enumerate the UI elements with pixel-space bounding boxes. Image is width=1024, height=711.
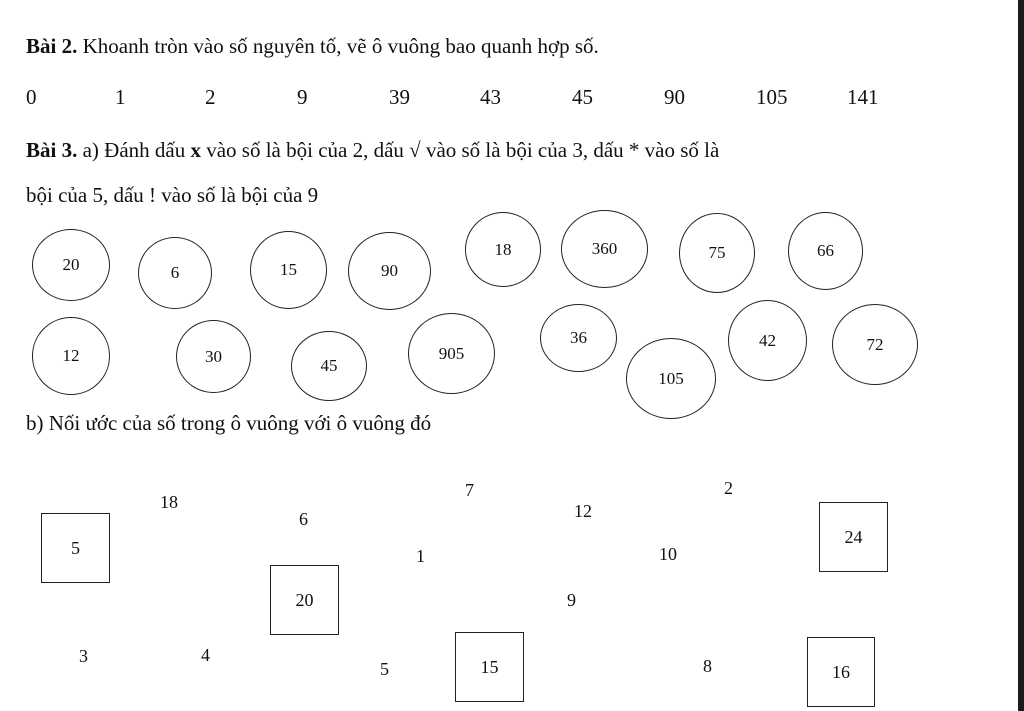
loose-number[interactable]: 4	[201, 645, 210, 665]
bai2-text: Khoanh tròn vào số nguyên tố, vẽ ô vuông bao quanh hợp số.	[77, 34, 599, 58]
loose-number[interactable]: 9	[567, 590, 576, 610]
number-circle[interactable]: 72	[832, 304, 918, 385]
number-circle[interactable]: 105	[626, 338, 716, 419]
bai3b-instruction: b) Nối ước của số trong ô vuông với ô vuông đó	[26, 411, 432, 435]
number-box[interactable]: 20	[270, 565, 339, 635]
number-circle[interactable]: 42	[728, 300, 807, 381]
number-circle[interactable]: 6	[138, 237, 212, 309]
number-circle[interactable]: 36	[540, 304, 617, 372]
loose-number[interactable]: 2	[724, 478, 733, 498]
number-circle[interactable]: 45	[291, 331, 367, 401]
bai2-number[interactable]: 9	[297, 85, 308, 109]
number-circle[interactable]: 360	[561, 210, 648, 288]
bai2-label: Bài 2.	[26, 34, 78, 58]
bai2-number[interactable]: 141	[847, 85, 879, 109]
number-circle[interactable]: 20	[32, 229, 110, 301]
bai3a-instruction	[26, 138, 719, 163]
bai2-number[interactable]: 90	[664, 85, 685, 109]
number-circle[interactable]: 12	[32, 317, 110, 395]
loose-number[interactable]: 18	[160, 492, 178, 512]
number-circle[interactable]: 15	[250, 231, 327, 309]
number-circle[interactable]: 18	[465, 212, 541, 287]
number-circle[interactable]: 66	[788, 212, 863, 290]
number-circle[interactable]: 30	[176, 320, 251, 393]
bai2-number[interactable]: 39	[389, 85, 410, 109]
bai2-number[interactable]: 0	[26, 85, 37, 109]
bai3a-text-2: vào số là bội của 2, dấu √ vào số là bội của 3, dấu * vào số là	[200, 138, 720, 162]
loose-number[interactable]: 12	[574, 501, 592, 521]
bai2-number[interactable]: 105	[756, 85, 788, 109]
loose-number[interactable]: 7	[465, 480, 474, 500]
bai3a-text-1: a) Đánh dấu	[77, 138, 191, 162]
loose-number[interactable]: 10	[659, 544, 677, 564]
bai2-number[interactable]: 2	[205, 85, 216, 109]
number-box[interactable]: 16	[807, 637, 875, 707]
page-right-border	[1018, 0, 1024, 711]
number-circle[interactable]: 75	[679, 213, 755, 293]
loose-number[interactable]: 8	[703, 656, 712, 676]
bai2-number[interactable]: 1	[115, 85, 126, 109]
loose-number[interactable]: 1	[416, 546, 425, 566]
number-circle[interactable]: 90	[348, 232, 431, 310]
number-box[interactable]: 5	[41, 513, 110, 583]
bai2-instruction	[26, 34, 599, 59]
bai3a-x-mark: x	[190, 138, 201, 162]
loose-number[interactable]: 6	[299, 509, 308, 529]
bai2-number[interactable]: 43	[480, 85, 501, 109]
number-circle[interactable]: 905	[408, 313, 495, 394]
number-box[interactable]: 15	[455, 632, 524, 702]
number-box[interactable]: 24	[819, 502, 888, 572]
loose-number[interactable]: 5	[380, 659, 389, 679]
bai3-label: Bài 3.	[26, 138, 78, 162]
bai2-number[interactable]: 45	[572, 85, 593, 109]
loose-number[interactable]: 3	[79, 646, 88, 666]
bai3a-instruction-line2: bội của 5, dấu ! vào số là bội của 9	[26, 183, 319, 207]
